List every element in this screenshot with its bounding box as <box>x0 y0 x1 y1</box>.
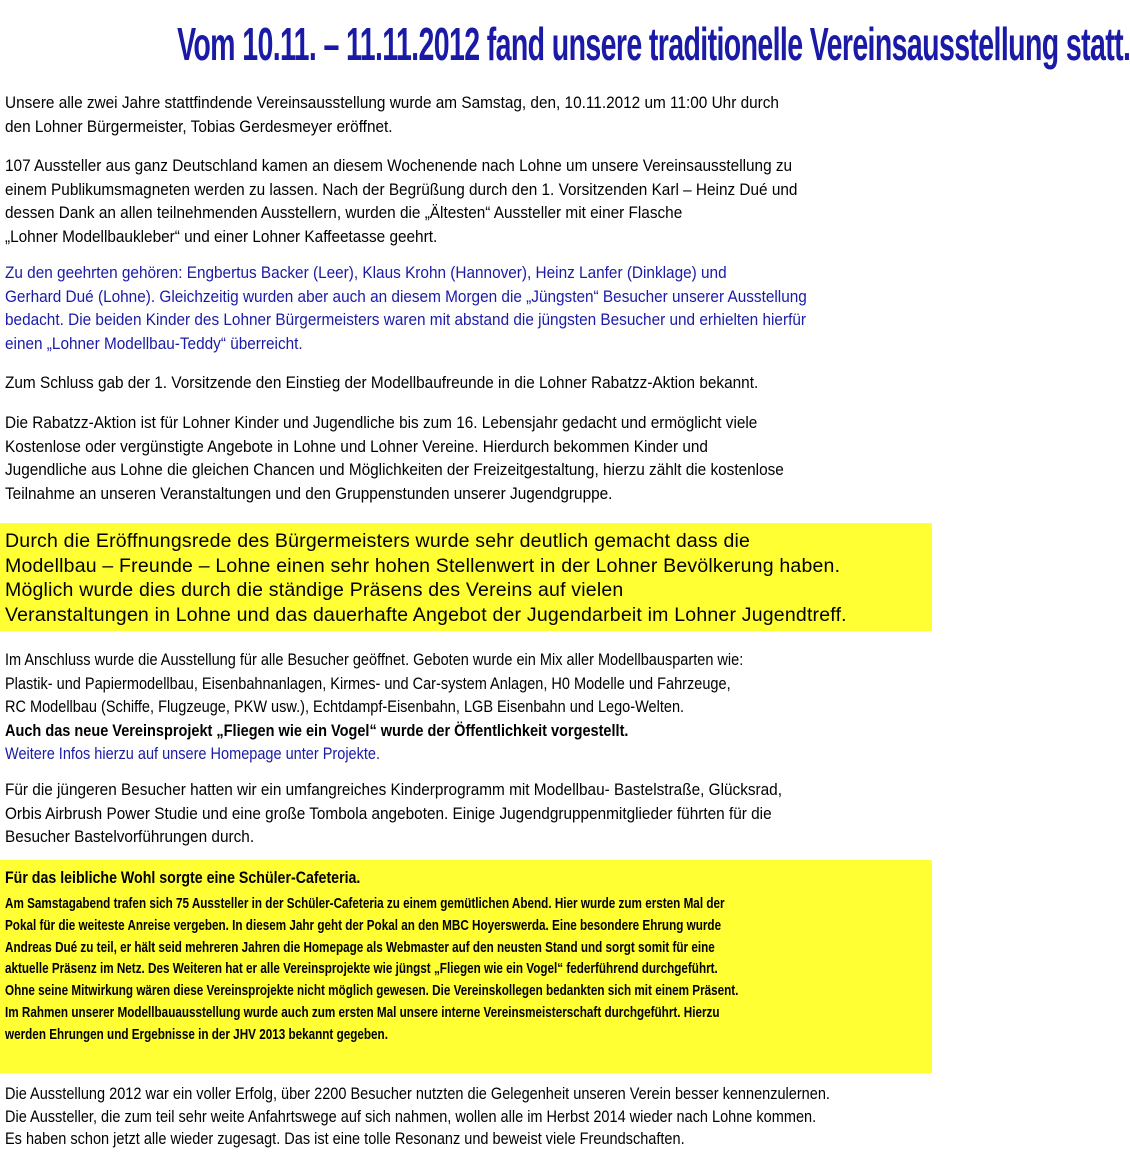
honored-paragraph <box>5 262 932 356</box>
text-line: Teilnahme an unseren Veranstaltungen und den Gruppenstunden unserer Jugendgruppe. <box>5 484 613 503</box>
text-line: werden Ehrungen und Ergebnisse in der JHV 2013 bekannt gegeben. <box>5 1025 388 1043</box>
page-title: Vom 10.11. – 11.11.2012 fand unsere traditionelle Vereinsausstellung statt. <box>177 18 1130 70</box>
text-line: RC Modellbau (Schiffe, Flugzeuge, PKW usw.), Echtdampf-Eisenbahn, LGB Eisenbahn und Lego-Welten. <box>5 698 685 716</box>
text-line: Die Ausstellung 2012 war ein voller Erfolg, über 2200 Besucher nutzten die Gelegenheit unseren Verein besser kennenzulernen. <box>5 1085 830 1103</box>
evening-paragraph <box>5 893 933 1046</box>
text-line: Es haben schon jetzt alle wieder zugesagt. Das ist eine tolle Resonanz und beweist viele Freundschaften. <box>5 1130 685 1148</box>
text-line: Gerhard Dué (Lohne). Gleichzeitig wurden aber auch an diesem Morgen die „Jüngsten“ Besucher unserer Ausstellung <box>5 287 807 306</box>
text-line: Im Rahmen unserer Modellbauausstellung wurde auch zum ersten Mal unsere interne Vereinsmeisterschaft durchgeführt. Hierzu <box>5 1003 720 1021</box>
rabatzz-announcement <box>5 372 932 396</box>
kids-program-paragraph <box>5 779 932 850</box>
text-line: Für die jüngeren Besucher hatten wir ein umfangreiches Kinderprogramm mit Modellbau- Bastelstraße, Glücksrad, <box>5 781 782 799</box>
text-line: Ohne seine Mitwirkung wären diese Vereinsprojekte nicht möglich gewesen. Die Vereinskollegen bedankten sich mit einem Präsent. <box>5 982 739 1000</box>
text-line: Die Rabatzz-Aktion ist für Lohner Kinder und Jugendliche bis zum 16. Lebensjahr gedacht und ermöglicht viele <box>5 414 758 432</box>
text-line: Orbis Airbrush Power Studie und eine große Tombola angeboten. Einige Jugendgruppenmitglieder führten für die <box>5 804 772 823</box>
text-line: 107 Aussteller aus ganz Deutschland kamen an diesem Wochenende nach Lohne um unsere Vereinsausstellung zu <box>5 157 793 175</box>
text-line: Veranstaltungen in Lohne und das dauerhafte Angebot der Jugendarbeit im Lohner Jugendtreff. <box>5 603 847 626</box>
text-line: Modellbau – Freunde – Lohne einen sehr hohen Stellenwert in der Lohner Bevölkerung haben. <box>5 554 841 577</box>
text-line: Unsere alle zwei Jahre stattfindende Vereinsausstellung wurde am Samstag, den, 10.11.2012 um 11:00 Uhr durch <box>5 94 779 112</box>
text-line: Zu den geehrten gehören: Engbertus Backer (Leer), Klaus Krohn (Hannover), Heinz Lanfer (Dinklage) und <box>5 264 727 282</box>
text-line: Am Samstagabend trafen sich 75 Aussteller in der Schüler-Cafeteria zu einem gemütlichen Abend. Hier wurde zum ersten Mal der <box>5 895 725 912</box>
speech-paragraph <box>5 529 932 627</box>
text-line: „Lohner Modellbaukleber“ und einer Lohner Kaffeetasse geehrt. <box>5 227 438 246</box>
text-line: Möglich wurde dies durch die ständige Präsens des Vereins auf vielen <box>5 579 624 601</box>
text-line: Andreas Dué zu teil, er hält seid mehreren Jahren die Homepage als Webmaster auf den neusten Stand und sorgt somit für eine <box>5 938 715 956</box>
cafeteria-paragraph <box>5 867 934 890</box>
text-line: Durch die Eröffnungsrede des Bürgermeisters wurde sehr deutlich gemacht dass die <box>5 530 751 552</box>
text-line: Zum Schluss gab der 1. Vorsitzende den Einstieg der Modellbaufreunde in die Lohner Rabatzz-Aktion bekannt. <box>5 374 759 392</box>
text-line: Besucher Bastelvorführungen durch. <box>5 828 255 846</box>
text-line: Jugendliche aus Lohne die gleichen Chancen und Möglichkeiten der Freizeitgestaltung, hierzu zählt die kostenlose <box>5 461 784 479</box>
projects-link[interactable]: Weitere Infos hierzu auf unsere Homepage unter Projekte. <box>5 745 381 763</box>
text-line: Im Anschluss wurde die Ausstellung für alle Besucher geöffnet. Geboten wurde ein Mix aller Modellbausparten wie: <box>5 651 744 669</box>
rabatzz-paragraph <box>5 412 932 506</box>
text-line: Kostenlose oder vergünstigte Angebote in Lohne und Lohner Vereine. Hierdurch bekommen Kinder und <box>5 437 708 456</box>
summary-paragraph <box>5 1083 933 1151</box>
exhibitors-paragraph <box>5 155 932 249</box>
text-line: einen „Lohner Modellbau-Teddy“ überreicht. <box>5 334 303 353</box>
exhibition-paragraph <box>5 649 933 767</box>
project-announcement: Auch das neue Vereinsprojekt „Fliegen wie ein Vogel“ wurde der Öffentlichkeit vorgestellt. <box>5 721 629 740</box>
text-line: bedacht. Die beiden Kinder des Lohner Bürgermeisters waren mit abstand die jüngsten Besucher und erhielten hierfür <box>5 311 806 329</box>
text-line: Die Aussteller, die zum teil sehr weite Anfahrtswege auf sich nahmen, wollen alle im Herbst 2014 wieder nach Lohne kommen. <box>5 1107 817 1126</box>
text-line: dessen Dank an allen teilnehmenden Ausstellern, wurden die „Ältesten“ Aussteller mit einer Flasche <box>5 204 683 222</box>
cafeteria-heading: Für das leibliche Wohl sorgte eine Schüler-Cafeteria. <box>5 869 361 887</box>
text-line: Plastik- und Papiermodellbau, Eisenbahnanlagen, Kirmes- und Car-system Anlagen, H0 Modelle und Fahrzeuge, <box>5 674 731 693</box>
text-line: Pokal für die weiteste Anreise vergeben. In diesem Jahr geht der Pokal an den MBC Hoyerswerda. Eine besondere Ehrung wurde <box>5 916 722 934</box>
text-line: aktuelle Präsenz im Netz. Des Weiteren hat er alle Vereinsprojekte wie jüngst „Fliegen wie ein Vogel“ federführend durchgeführt. <box>5 960 718 978</box>
intro-paragraph <box>5 92 932 139</box>
text-line: einem Publikumsmagneten werden zu lassen. Nach der Begrüßung durch den 1. Vorsitzenden Karl – Heinz Dué und <box>5 180 798 199</box>
text-line: den Lohner Bürgermeister, Tobias Gerdesmeyer eröffnet. <box>5 117 393 136</box>
